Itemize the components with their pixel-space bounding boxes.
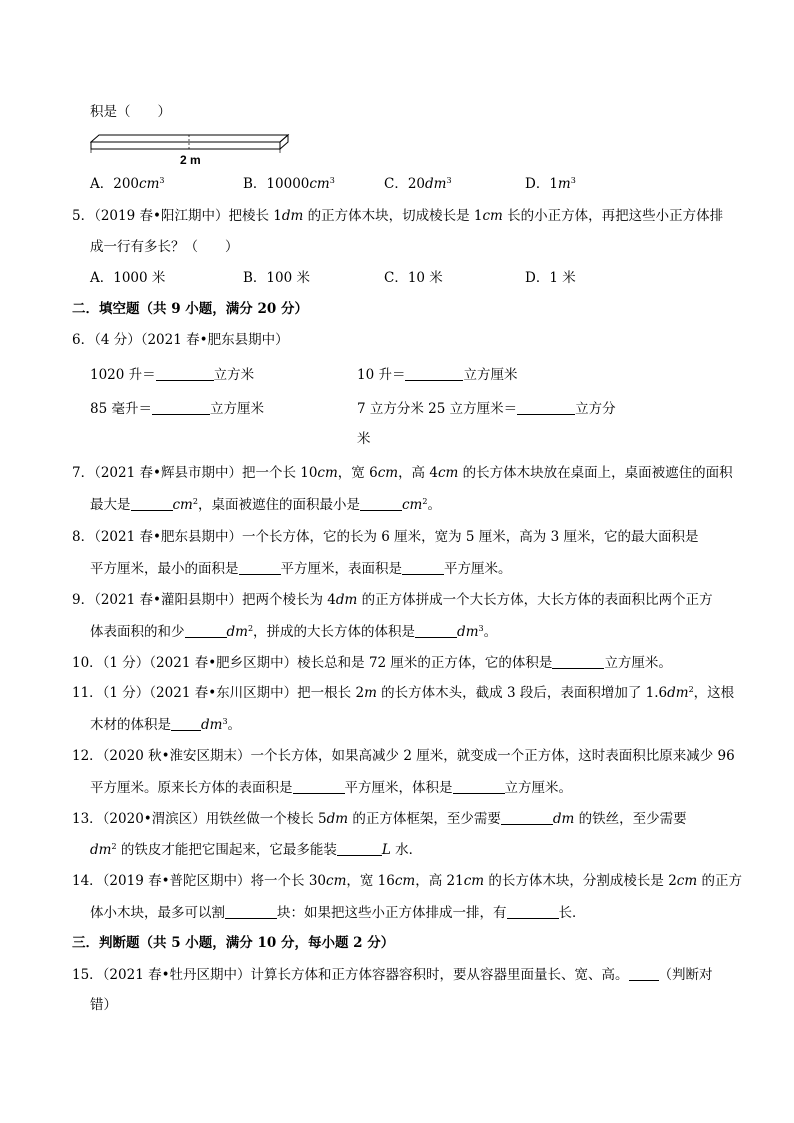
q8-line2: 平方厘米，最小的面积是 平方厘米，表面积是 平方厘米。 xyxy=(90,561,512,577)
answer-blank[interactable] xyxy=(501,812,553,825)
q4-option-c: C．$20dm^3$ xyxy=(384,176,452,192)
answer-blank[interactable] xyxy=(239,562,281,575)
q15-line1: 15．（2021 春•牡丹区期中）计算长方体和正方体容器容积时，要从容器里面量长、宽、高。 （判断对 xyxy=(72,967,713,983)
q5-option-a: A．1000 米 xyxy=(90,270,166,286)
answer-blank[interactable] xyxy=(415,625,457,638)
q6-item-3: 85 毫升＝ 立方厘米 xyxy=(90,401,264,417)
q5-option-c: C．10 米 xyxy=(384,270,443,286)
q6-item-2: 10 升＝ 立方厘米 xyxy=(357,367,518,383)
q5-option-d: D．1 米 xyxy=(525,270,576,286)
answer-blank[interactable] xyxy=(171,718,201,731)
q14-line2: 体小木块，最多可以割 块：如果把这些小正方体排成一排，有 长． xyxy=(90,905,586,921)
q8-line1: 8．（2021 春•肥东县期中）一个长方体，它的长为 6 厘米，宽为 5 厘米，高为 3 厘米，它的最大面积是 xyxy=(72,529,699,545)
q5-line2: 成一行有多长？（ ） xyxy=(90,239,239,255)
q13-line1: 13．（2020•渭滨区）用铁丝做一个棱长 5dm 的正方体框架，至少需要 dm 的铁丝，至少需要 xyxy=(72,811,687,827)
q10-line1: 10．（1 分）（2021 春•肥乡区期中）棱长总和是 72 厘米的正方体，它的体积是 立方厘米。 xyxy=(72,655,672,671)
q4-tail: 积是（ ） xyxy=(90,104,171,120)
answer-blank[interactable] xyxy=(517,402,575,415)
answer-blank[interactable] xyxy=(152,402,210,415)
cuboid-figure xyxy=(90,133,292,169)
q6-head: 6．（4 分）（2021 春•肥东县期中） xyxy=(72,332,289,348)
q12-line1: 12．（2020 秋•淮安区期末）一个长方体，如果高减少 2 厘米，就变成一个正方体，这时表面积比原来减少 96 xyxy=(72,748,735,764)
q6-item-4-wrap: 米 xyxy=(357,431,371,447)
q5-line1: 5．（2019 春•阳江期中）把棱长 1dm 的正方体木块，切成棱长是 1cm 长的小正方体，再把这些小正方体排 xyxy=(72,208,724,224)
answer-blank[interactable] xyxy=(293,781,345,794)
q4-option-d: D．$1m^3$ xyxy=(525,176,576,192)
q6-item-4: 7 立方分米 25 立方厘米＝ 立方分 xyxy=(357,401,616,417)
answer-blank[interactable] xyxy=(402,562,444,575)
answer-blank[interactable] xyxy=(156,368,214,381)
q9-line2: 体表面积的和少 $dm^2$，拼成的大长方体的体积是 $dm^3$。 xyxy=(90,624,498,640)
answer-blank[interactable] xyxy=(337,843,382,856)
answer-blank[interactable] xyxy=(507,906,559,919)
answer-blank[interactable] xyxy=(552,656,604,669)
answer-blank[interactable] xyxy=(131,498,173,511)
section-2-heading: 二．填空题（共 9 小题，满分 20 分） xyxy=(72,301,308,317)
q13-line2: $dm^2$ 的铁皮才能把它围起来，它最多能装 L 水． xyxy=(90,842,423,858)
section-3-heading: 三．判断题（共 5 小题，满分 10 分，每小题 2 分） xyxy=(72,935,395,951)
q11-line1: 11．（1 分）（2021 春•东川区期中）把一根长 2m 的长方体木头，截成 3 段后，表面积增加了 $1.6dm^2$，这根 xyxy=(72,685,735,701)
q6-item-1: 1020 升＝ 立方米 xyxy=(90,367,255,383)
q5-option-b: B．100 米 xyxy=(243,270,310,286)
answer-blank[interactable] xyxy=(405,368,463,381)
answer-blank[interactable] xyxy=(225,906,277,919)
q4-option-b: B．$10000cm^3$ xyxy=(243,176,335,192)
answer-blank[interactable] xyxy=(629,968,659,981)
q14-line1: 14．（2019 春•普陀区期中）将一个长 30cm，宽 16cm，高 21cm 的长方体木块，分割成棱长是 2cm 的正方 xyxy=(72,873,742,889)
q9-line1: 9．（2021 春•灌阳县期中）把两个棱长为 4dm 的正方体拼成一个大长方体，大长方体的表面积比两个正方 xyxy=(72,592,713,608)
q7-line1: 7．（2021 春•辉县市期中）把一个长 10cm，宽 6cm，高 4cm 的长方体木块放在桌面上，桌面被遮住的面积 xyxy=(72,465,733,481)
answer-blank[interactable] xyxy=(453,781,505,794)
answer-blank[interactable] xyxy=(185,625,227,638)
q12-line2: 平方厘米。原来长方体的表面积是 平方厘米，体积是 立方厘米。 xyxy=(90,780,572,796)
answer-blank[interactable] xyxy=(360,498,402,511)
q7-line2: 最大是 $cm^2$，桌面被遮住的面积最小是 $cm^2$。 xyxy=(90,497,441,513)
q4-option-a: A．$200cm^3$ xyxy=(90,176,165,192)
q15-line2: 错） xyxy=(90,997,117,1013)
q11-line2: 木材的体积是 $dm^3$。 xyxy=(90,717,242,733)
figure-length-label: 2 m xyxy=(180,153,201,167)
